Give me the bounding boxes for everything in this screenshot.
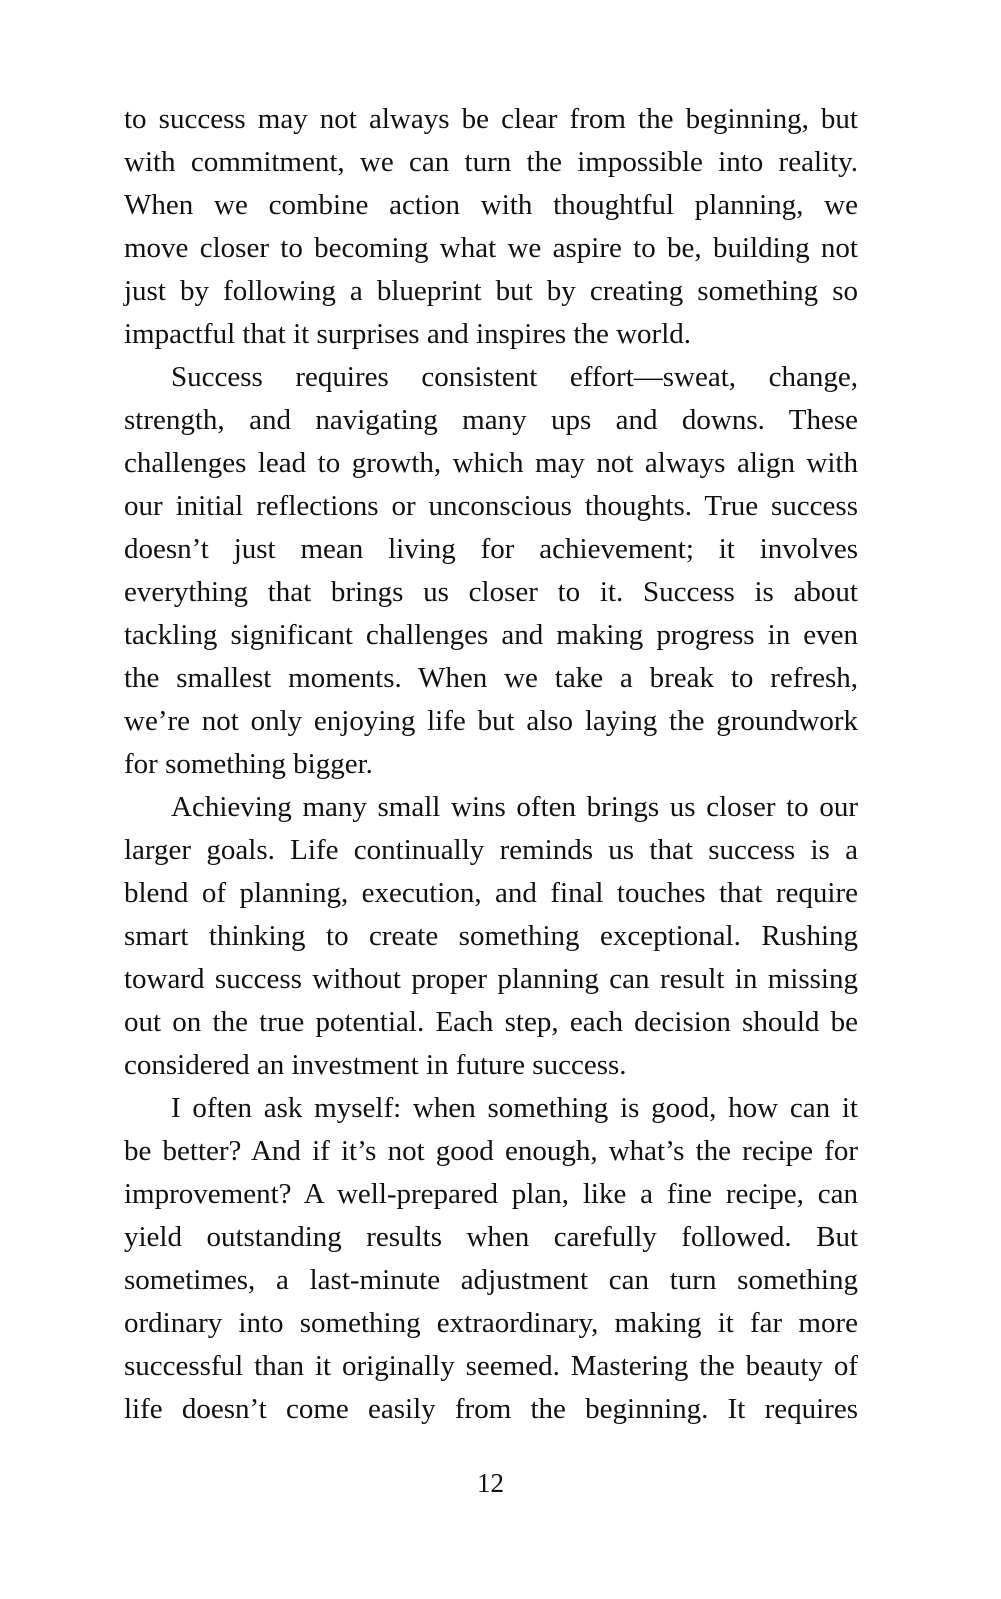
text-line: successful than it originally seemed. Mastering the beauty of — [124, 1350, 858, 1382]
text-line: sometimes, a last-minute adjustment can turn something — [124, 1264, 858, 1296]
text-line: everything that brings us closer to it. Success is about — [124, 576, 858, 608]
text-line: the smallest moments. When we take a break to refresh, — [124, 662, 858, 694]
text-line: with commitment, we can turn the impossible into reality. — [124, 146, 858, 178]
paragraph — [124, 98, 858, 356]
text-line: doesn’t just mean living for achievement; it involves — [124, 533, 858, 565]
page-number: 12 — [477, 1468, 504, 1498]
body-text — [124, 98, 858, 1431]
text-line: ordinary into something extraordinary, making it far more — [124, 1307, 858, 1339]
text-line: be better? And if it’s not good enough, what’s the recipe for — [124, 1135, 858, 1167]
text-line: blend of planning, execution, and final touches that require — [124, 877, 858, 909]
text-line: yield outstanding results when carefully followed. But — [124, 1221, 858, 1253]
text-line: impactful that it surprises and inspires the world. — [124, 318, 692, 350]
text-line: When we combine action with thoughtful planning, we — [124, 189, 858, 221]
text-line: out on the true potential. Each step, each decision should be — [124, 1006, 858, 1038]
text-line: toward success without proper planning can result in missing — [124, 963, 858, 995]
text-line: considered an investment in future success. — [124, 1049, 627, 1081]
text-line: Success requires consistent effort—sweat, change, — [171, 361, 858, 393]
paragraph — [124, 786, 858, 1087]
text-line: our initial reflections or unconscious thoughts. True success — [124, 490, 858, 522]
text-line: move closer to becoming what we aspire to be, building not — [124, 232, 858, 264]
text-line: tackling significant challenges and making progress in even — [124, 619, 858, 651]
text-line: Achieving many small wins often brings us closer to our — [171, 791, 858, 823]
text-line: for something bigger. — [124, 748, 373, 780]
text-line: smart thinking to create something exceptional. Rushing — [124, 920, 858, 952]
text-line: we’re not only enjoying life but also laying the groundwork — [124, 705, 858, 737]
paragraph — [124, 356, 858, 786]
text-line: to success may not always be clear from the beginning, but — [124, 103, 858, 135]
text-line: life doesn’t come easily from the beginning. It requires — [124, 1393, 858, 1425]
text-line: challenges lead to growth, which may not always align with — [124, 447, 858, 479]
text-line: I often ask myself: when something is good, how can it — [171, 1092, 858, 1124]
paragraph — [124, 1087, 858, 1431]
text-line: just by following a blueprint but by creating something so — [124, 275, 858, 307]
text-line: strength, and navigating many ups and downs. These — [124, 404, 858, 436]
text-line: improvement? A well-prepared plan, like a fine recipe, can — [124, 1178, 858, 1210]
text-line: larger goals. Life continually reminds us that success is a — [124, 834, 858, 866]
